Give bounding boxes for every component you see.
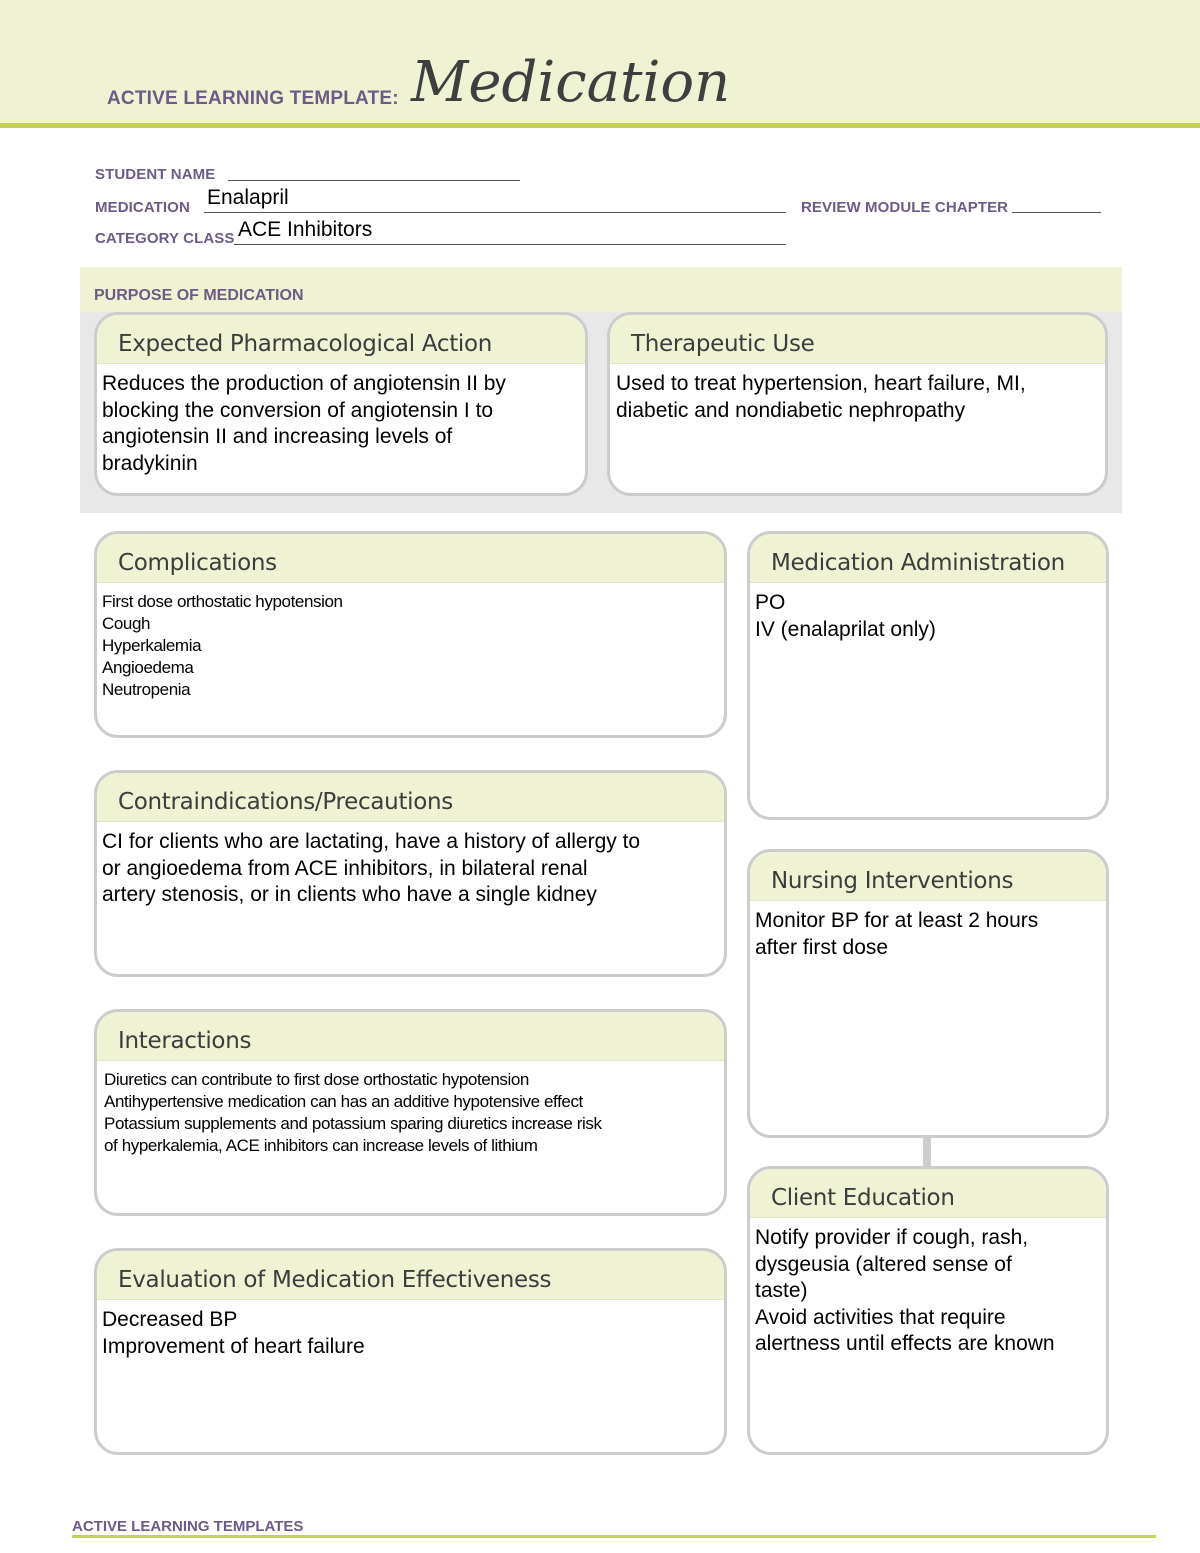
body-line: IV (enalaprilat only): [755, 617, 936, 641]
body-line: diabetic and nondiabetic nephropathy: [616, 398, 966, 422]
body-line: of hyperkalemia, ACE inhibitors can increase levels of lithium: [104, 1136, 538, 1155]
category-class-line: [234, 244, 786, 245]
box-title: Interactions: [118, 1028, 252, 1054]
body-line: Potassium supplements and potassium sparing diuretics increase risk: [104, 1114, 602, 1133]
interactions-box: [94, 1009, 727, 1216]
body-line: or angioedema from ACE inhibitors, in bilateral renal: [102, 856, 588, 880]
box-title: Contraindications/Precautions: [118, 789, 453, 815]
box-header: [97, 534, 724, 583]
box-header: [97, 1012, 724, 1061]
body-line: Improvement of heart failure: [102, 1334, 365, 1358]
category-class-field[interactable]: ACE Inhibitors: [238, 218, 373, 241]
review-module-line: [1012, 212, 1101, 213]
box-header: [97, 315, 585, 364]
box-title: Medication Administration: [771, 550, 1065, 576]
header-rule: [0, 123, 1200, 128]
body-line: PO: [755, 591, 786, 614]
evaluation-box: [94, 1248, 727, 1455]
body-line: First dose orthostatic hypotension: [102, 592, 343, 611]
body-line: taste): [755, 1279, 808, 1302]
box-header: [97, 773, 724, 822]
body-line: Monitor BP for at least 2 hours: [755, 909, 1039, 932]
box-body: [97, 822, 724, 909]
body-line: Decreased BP: [102, 1308, 238, 1331]
medication-field[interactable]: Enalapril: [207, 186, 289, 209]
box-body: [97, 1061, 724, 1157]
body-line: Avoid activities that require: [755, 1305, 1006, 1329]
box-body: [750, 901, 1106, 961]
body-line: Reduces the production of angiotensin II by: [102, 372, 506, 395]
purpose-label: PURPOSE OF MEDICATION: [94, 287, 304, 304]
body-line: artery stenosis, or in clients who have a single kidney: [102, 883, 597, 906]
box-body: [97, 1300, 724, 1360]
medication-administration-box: [747, 531, 1109, 820]
footer-label: ACTIVE LEARNING TEMPLATES: [72, 1518, 304, 1535]
student-name-label: STUDENT NAME: [95, 166, 216, 183]
box-body: [610, 364, 1105, 424]
box-header: [97, 1251, 724, 1300]
page-title: Medication: [411, 50, 731, 115]
body-line: Cough: [102, 614, 151, 633]
box-title: Expected Pharmacological Action: [118, 331, 493, 357]
box-body: [97, 583, 724, 701]
body-line: Angioedema: [102, 658, 194, 677]
header-prefix: ACTIVE LEARNING TEMPLATE:: [107, 88, 399, 109]
box-header: [610, 315, 1105, 364]
review-module-label: REVIEW MODULE CHAPTER: [801, 199, 1009, 216]
box-connector: [923, 1137, 931, 1167]
body-line: alertness until effects are known: [755, 1332, 1055, 1355]
body-line: Diuretics can contribute to first dose orthostatic hypotension: [104, 1070, 529, 1089]
body-line: Hyperkalemia: [102, 636, 202, 655]
box-title: Evaluation of Medication Effectiveness: [118, 1267, 552, 1293]
body-line: Notify provider if cough, rash,: [755, 1226, 1029, 1249]
student-name-line: [228, 180, 520, 181]
body-line: blocking the conversion of angiotensin I to: [102, 398, 494, 422]
box-header: [750, 1169, 1106, 1218]
category-class-label: CATEGORY CLASS: [95, 230, 235, 247]
contraindications-box: [94, 770, 727, 977]
body-line: Antihypertensive medication can has an additive hypotensive effect: [104, 1092, 583, 1111]
body-line: Neutropenia: [102, 680, 191, 699]
box-body: [97, 364, 585, 477]
box-title: Therapeutic Use: [631, 331, 815, 357]
client-education-box: [747, 1166, 1109, 1455]
medication-line: [204, 212, 786, 213]
box-header: [750, 534, 1106, 583]
body-line: dysgeusia (altered sense of: [755, 1252, 1012, 1276]
box-body: [750, 583, 1106, 643]
box-title: Client Education: [771, 1185, 955, 1211]
therapeutic-use-box: [607, 312, 1108, 496]
body-line: after first dose: [755, 935, 889, 959]
complications-box: [94, 531, 727, 738]
box-title: Complications: [118, 550, 277, 576]
medication-label: MEDICATION: [95, 199, 190, 216]
body-line: CI for clients who are lactating, have a history of allergy to: [102, 830, 641, 853]
body-line: bradykinin: [102, 451, 198, 475]
box-body: [750, 1218, 1106, 1358]
nursing-interventions-box: [747, 849, 1109, 1138]
body-line: angiotensin II and increasing levels of: [102, 425, 453, 448]
expected-action-box: [94, 312, 588, 496]
body-line: Used to treat hypertension, heart failure, MI,: [616, 372, 1026, 395]
box-header: [750, 852, 1106, 901]
box-title: Nursing Interventions: [771, 868, 1014, 894]
footer-rule: [72, 1535, 1156, 1538]
